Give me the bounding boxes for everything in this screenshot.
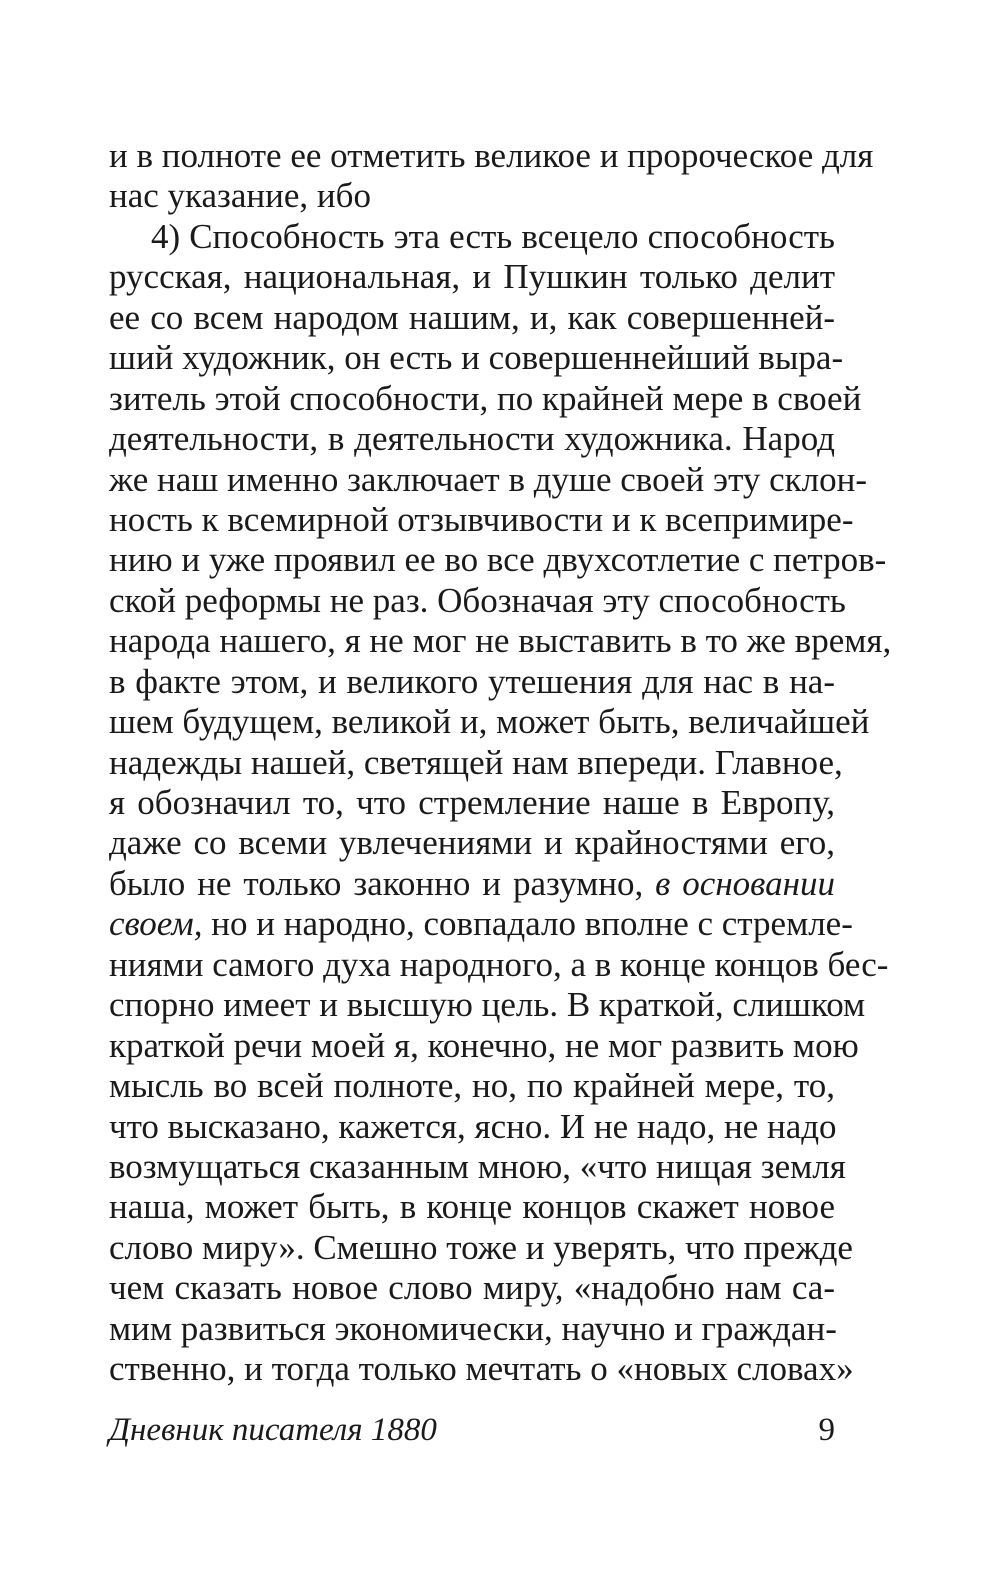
body-text: [109, 136, 892, 1390]
running-footer-title: Дневник писателя 1880: [109, 1412, 437, 1448]
text-line-5: ее со всем народом нашим, и, как совершенней-: [109, 297, 835, 337]
text-line-13: народа нашего, я не мог не выставить в то же время,: [109, 621, 892, 661]
text-line-25: что высказано, кажется, ясно. И не надо, не надо: [109, 1106, 837, 1146]
text-line-31: ственно, и тогда только мечтать о «новых словах»: [109, 1349, 854, 1389]
text-line-16: надежды нашей, светящей нам впереди. Главное,: [109, 742, 843, 782]
text-line-7: зитель этой способности, по крайней мере в своей: [109, 378, 862, 418]
text-line-19-italic: в основании: [655, 863, 835, 903]
text-line-6: ший художник, он есть и совершеннейший выра-: [109, 338, 844, 378]
text-line-8: деятельности, в деятельности художника. Народ: [109, 419, 835, 459]
text-line-4: русская, национальная, и Пушкин только делит: [109, 257, 835, 297]
text-line-28: слово миру». Смешно тоже и уверять, что прежде: [109, 1227, 853, 1267]
page-footer: [109, 1408, 835, 1452]
text-line-26: возмущаться сказанным мною, «что нищая земля: [109, 1146, 846, 1186]
text-line-11: нию и уже проявил ее во все двухсотлетие с петров-: [109, 540, 887, 580]
text-line-18: даже со всеми увлечениями и крайностями его,: [109, 823, 835, 863]
text-line-14: в факте этом, и великого утешения для нас в на-: [109, 661, 835, 701]
text-line-17: я обозначил то, что стремление наше в Европу,: [109, 783, 835, 822]
text-line-2: нас указание, ибо: [109, 176, 371, 216]
text-line-3: 4) Способность эта есть всецело способность: [151, 216, 835, 256]
text-line-20-italic: своем,: [109, 904, 203, 944]
text-line-22: спорно имеет и высшую цель. В краткой, слишком: [109, 985, 866, 1025]
text-line-20-roman: но и народно, совпадало вполне с стремле-: [202, 904, 853, 944]
text-line-29: чем сказать новое слово миру, «надобно нам са-: [109, 1268, 835, 1308]
text-line-15: шем будущем, великой и, может быть, величайшей: [109, 702, 870, 742]
text-line-30: мим развиться экономически, научно и граждан-: [109, 1308, 837, 1348]
text-line-19: [109, 864, 835, 904]
text-line-9: же наш именно заключает в душе своей эту склон-: [109, 459, 868, 499]
text-line-27: наша, может быть, в конце концов скажет новое: [109, 1187, 835, 1227]
text-line-19-roman: было не только законно и разумно,: [109, 863, 656, 903]
text-line-24: мысль во всей полноте, но, по крайней мере, то,: [109, 1066, 835, 1106]
text-line-21: ниями самого духа народного, а в конце концов бес-: [109, 944, 889, 984]
text-line-23: краткой речи моей я, конечно, не мог развить мою: [109, 1025, 859, 1065]
text-line-20: [109, 904, 853, 944]
text-line-12: ской реформы не раз. Обозначая эту способность: [109, 580, 846, 620]
page-number: 9: [818, 1412, 835, 1448]
text-line-1: и в полноте ее отметить великое и пророческое для: [109, 136, 874, 175]
text-line-10: ность к всемирной отзывчивости и к всепримире-: [109, 499, 854, 539]
